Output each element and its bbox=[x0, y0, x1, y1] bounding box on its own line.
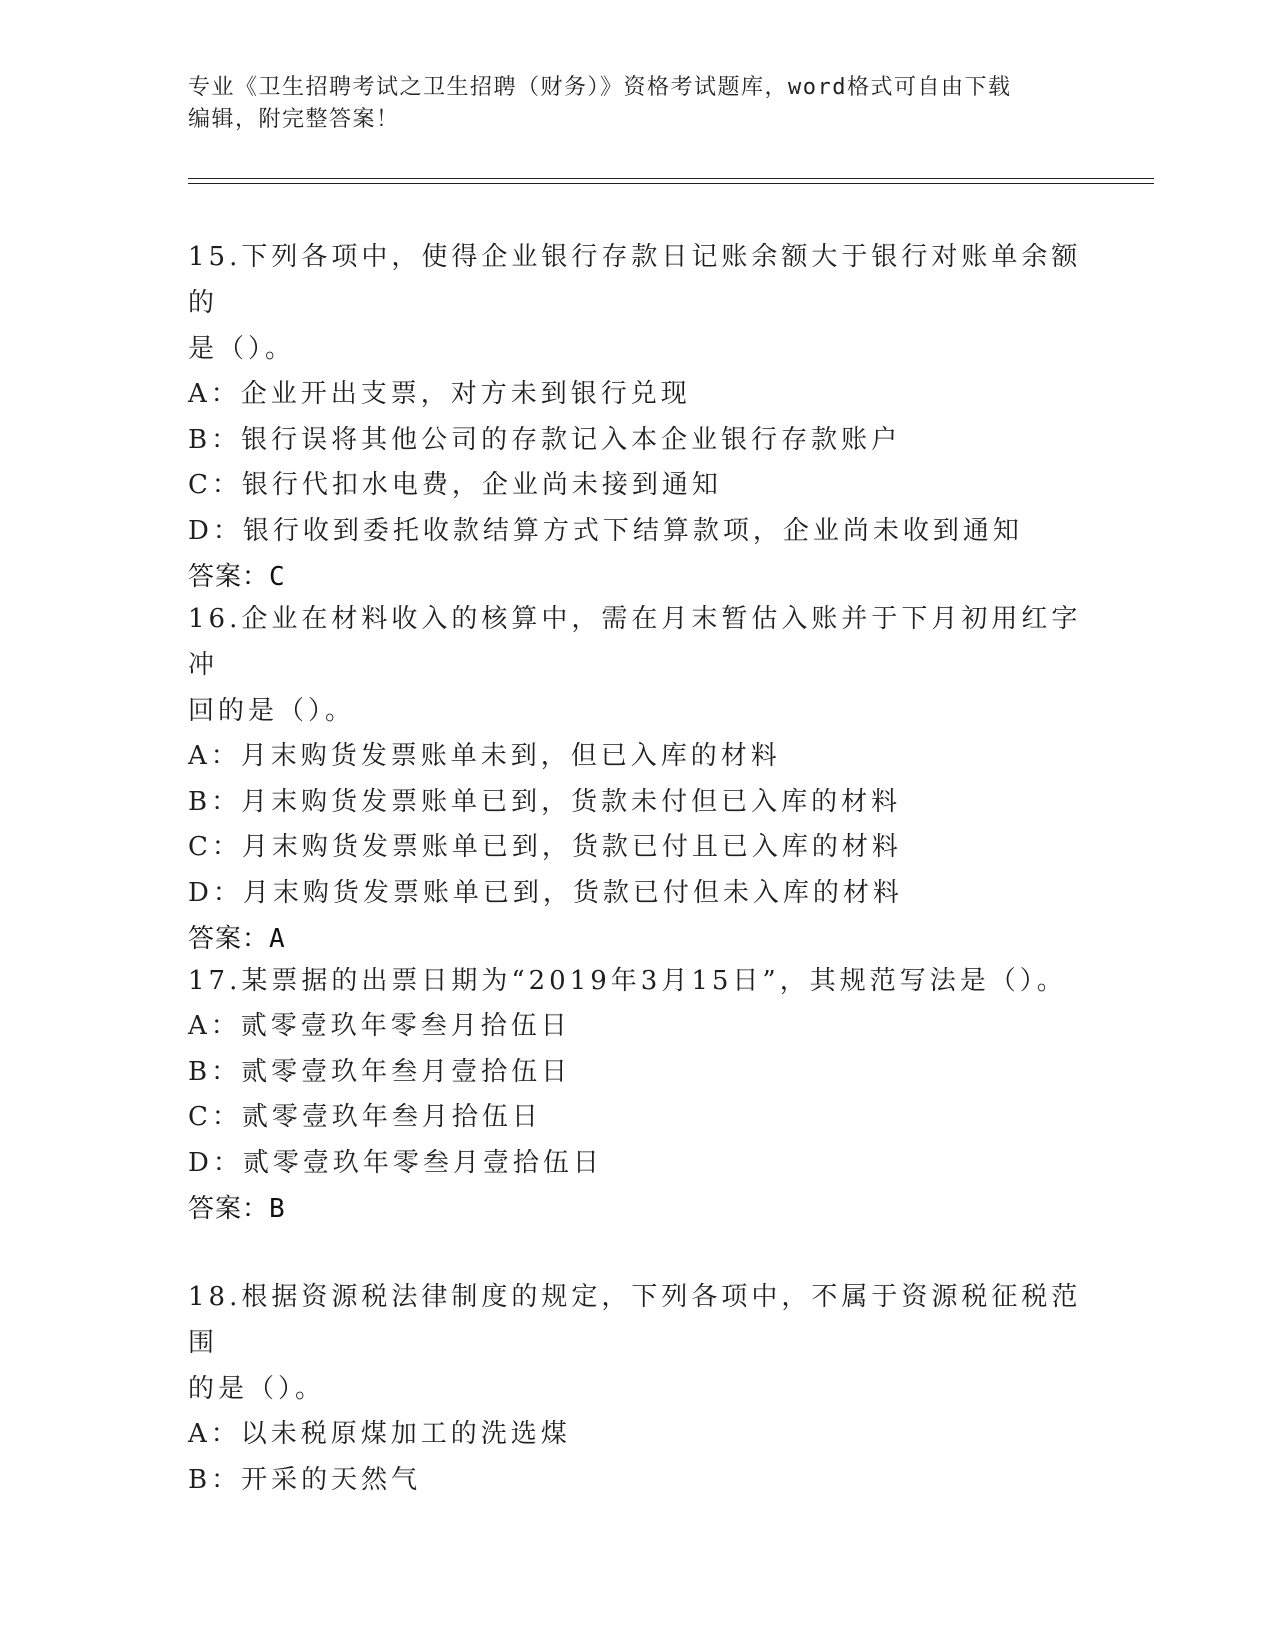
option-c: C：贰零壹玖年叁月拾伍日 bbox=[188, 1102, 542, 1132]
answer-label: 答案： bbox=[188, 924, 270, 954]
answer bbox=[188, 554, 1088, 600]
option-b: B：银行误将其他公司的存款记入本企业银行存款账户 bbox=[188, 424, 902, 455]
answer bbox=[188, 1186, 1088, 1232]
header-line-2: 编辑，附完整答案！ bbox=[188, 107, 400, 132]
answer-label: 答案： bbox=[188, 562, 270, 592]
option-d: D：贰零壹玖年零叁月壹拾伍日 bbox=[188, 1147, 603, 1178]
option-a: A：月末购货发票账单未到，但已入库的材料 bbox=[188, 741, 781, 771]
option-a: A：贰零壹玖年零叁月拾伍日 bbox=[188, 1011, 571, 1041]
question-stem-line: 16.企业在材料收入的核算中，需在月末暂估入账并于下月初用红字冲 bbox=[188, 604, 1082, 680]
question-17 bbox=[188, 958, 1088, 1232]
question-stem-line: 回的是（）。 bbox=[188, 696, 356, 726]
answer-label: 答案： bbox=[188, 1194, 270, 1224]
header-line-1: 专业《卫生招聘考试之卫生招聘（财务）》资格考试题库，word格式可自由下载 bbox=[188, 75, 1012, 100]
option-b: B：贰零壹玖年叁月壹拾伍日 bbox=[188, 1056, 572, 1087]
option-a: A：以未税原煤加工的洗选煤 bbox=[188, 1419, 571, 1449]
answer-value: B bbox=[269, 1194, 286, 1224]
answer bbox=[188, 916, 1088, 962]
header-divider-bottom bbox=[188, 183, 1154, 184]
document-header bbox=[188, 72, 1068, 136]
question-18 bbox=[188, 1274, 1088, 1503]
option-c: C：银行代扣水电费，企业尚未接到通知 bbox=[188, 470, 722, 500]
option-b: B：开采的天然气 bbox=[188, 1464, 422, 1495]
option-d: D：月末购货发票账单已到，货款已付但未入库的材料 bbox=[188, 877, 903, 908]
option-c: C：月末购货发票账单已到，货款已付且已入库的材料 bbox=[188, 832, 902, 862]
question-stem-line: 17.某票据的出票日期为“2019年3月15日”，其规范写法是（）。 bbox=[188, 966, 1067, 996]
question-stem-line: 的是（）。 bbox=[188, 1374, 326, 1404]
question-16 bbox=[188, 596, 1088, 962]
question-stem-line: 是（）。 bbox=[188, 334, 296, 364]
option-a: A：企业开出支票，对方未到银行兑现 bbox=[188, 379, 691, 409]
header-divider-top bbox=[188, 178, 1154, 179]
option-d: D：银行收到委托收款结算方式下结算款项，企业尚未收到通知 bbox=[188, 515, 1023, 546]
answer-value: C bbox=[269, 562, 286, 592]
answer-value: A bbox=[269, 924, 286, 954]
question-stem-line: 18.根据资源税法律制度的规定，下列各项中，不属于资源税征税范围 bbox=[188, 1282, 1082, 1358]
question-15 bbox=[188, 234, 1088, 600]
option-b: B：月末购货发票账单已到，货款未付但已入库的材料 bbox=[188, 786, 902, 817]
question-stem-line: 15.下列各项中，使得企业银行存款日记账余额大于银行对账单余额的 bbox=[188, 242, 1082, 318]
